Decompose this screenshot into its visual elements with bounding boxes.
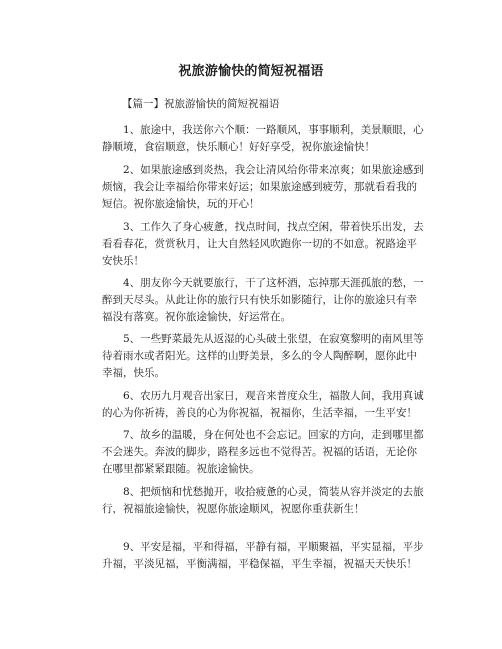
paragraph-line: 在哪里都紧紧跟随。祝旅途愉快。 [102, 463, 260, 475]
blessing-paragraph [102, 219, 424, 270]
paragraph-line: 待着雨水或者阳光。这样的山野美景，多么的令人陶醉啊，愿你此中 [102, 350, 417, 362]
blessing-paragraph [102, 484, 424, 518]
blessing-paragraph [102, 275, 424, 326]
document-title: 祝旅游愉快的简短祝福语 [178, 64, 324, 79]
section-heading: 【篇一】祝旅游愉快的简短祝福语 [122, 98, 280, 110]
paragraph-line: 4、朋友你今天就要旅行，干了这杯酒，忘掉那天涯孤旅的愁，一 [123, 277, 424, 289]
paragraph-line: 短信。祝你旅途愉快，玩的开心！ [102, 198, 260, 210]
paragraph-line: 不会迷失。奔波的脚步，路程多远也不觉得苦。祝福的话语，无论你 [102, 446, 417, 458]
blessing-paragraph [102, 122, 424, 156]
paragraph-line: 5、一些野菜最先从返湿的心头破土张望，在寂寞黎明的南风里等 [123, 333, 424, 345]
blessing-paragraph [102, 539, 424, 573]
paragraph-line: 7、故乡的温暖，身在何处也不会忘记。回家的方向，走到哪里都 [123, 429, 424, 441]
paragraph-line: 1、旅途中，我送你六个顺：一路顺风，事事顺利，美景顺眼，心 [123, 124, 424, 136]
paragraph-line: 醉到天尽头。从此让你的旅行只有快乐如影随行，让你的旅途只有幸 [102, 294, 417, 306]
paragraph-line: 幸福，快乐。 [102, 367, 165, 379]
blessing-paragraph [102, 427, 424, 478]
blessing-paragraph [102, 162, 424, 213]
paragraph-line: 安快乐！ [102, 255, 144, 267]
paragraph-line: 行，祝福旅途愉快，祝愿你旅途顺风，祝愿你重获新生！ [102, 503, 365, 515]
paragraph-line: 3、工作久了身心疲惫，找点时间，找点空闲，带着快乐出发，去 [123, 221, 424, 233]
paragraph-line: 的心为你祈祷，善良的心为你祝福，祝福你，生活幸福，一生平安！ [102, 407, 417, 419]
blessing-paragraph [102, 388, 424, 422]
paragraph-line: 看看春花，赏赏秋月，让大自然轻风吹跑你一切的不如意。祝路途平 [102, 238, 417, 250]
paragraph-line: 9、平安是福，平和得福，平静有福，平顺聚福，平实显福，平步 [123, 541, 424, 553]
paragraph-line: 2、如果旅途感到炎热，我会让清风给你带来凉爽；如果旅途感到 [123, 164, 424, 176]
paragraph-line: 升福，平淡见福，平衡满福，平稳保福，平生幸福，祝福天天快乐！ [102, 558, 417, 570]
paragraph-line: 静顺境，食宿顺意，快乐顺心！好好享受，祝你旅途愉快！ [102, 141, 375, 153]
blessing-paragraph [102, 331, 424, 382]
paragraph-line: 8、把烦恼和忧愁抛开，收拾疲惫的心灵，简装从容并淡定的去旅 [123, 486, 424, 498]
paragraph-line: 烦恼，我会让幸福给你带来好运；如果旅途感到疲劳，那就看看我的 [102, 181, 417, 193]
paragraph-line: 福没有落寞。祝你旅途愉快，好运常在。 [102, 311, 291, 323]
paragraph-line: 6、农历九月观音出家日，观音来普度众生，福散人间，我用真诚 [123, 390, 424, 402]
